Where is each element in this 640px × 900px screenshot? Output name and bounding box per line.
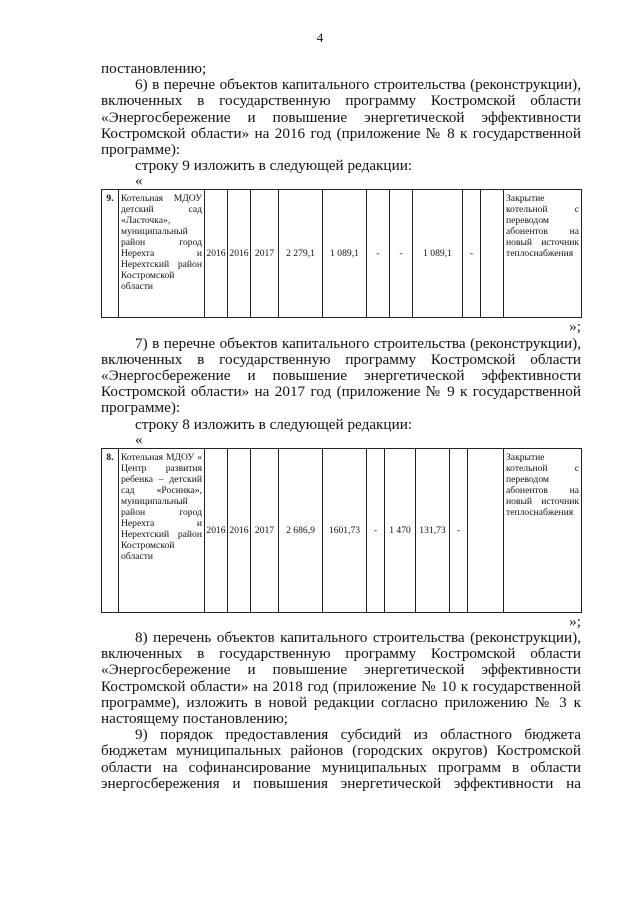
item-7-table — [101, 448, 582, 613]
item-7-open-quote: « — [135, 430, 143, 448]
item-6-open-quote: « — [135, 172, 143, 190]
item-6-close-quote: »; — [569, 318, 581, 336]
item-6-instruction: строку 9 изложить в следующей редакции: — [135, 157, 413, 175]
start-year: 2016 — [205, 448, 228, 612]
funding-local: 1 089,1 — [413, 190, 463, 318]
expected-result: Закрытие котельной с переводом абонентов на новый источник теплоснабжения — [504, 448, 582, 612]
start-year: 2016 — [205, 190, 228, 318]
item-7-close-quote: »; — [569, 612, 581, 630]
funding-other: - — [463, 190, 481, 318]
item-9-paragraph: 9) порядок предоставления субсидий из областного бюджета бюджетам муниципальных районов (городских округов) Костромской области на софинансирование муниципальных программ в области энергосбережения и повышения энергетической эффективности на — [101, 726, 581, 792]
funding-other: - — [450, 448, 468, 612]
row-number: 9. — [102, 190, 119, 318]
row-number: 8. — [102, 448, 119, 612]
expected-result: Закрытие котельной с переводом абонентов на новый источник теплоснабжения — [504, 190, 582, 318]
item-6-table — [101, 189, 582, 318]
total-cost: 2 279,1 — [279, 190, 323, 318]
item-7-instruction: строку 8 изложить в следующей редакции: — [135, 415, 413, 433]
end-year: 2017 — [251, 190, 279, 318]
object-name: Котельная МДОУ детский сад «Ласточка», муниципальный район город Нерехта и Нерехтский район Костромской области — [119, 190, 205, 318]
page-number: 4 — [316, 30, 324, 45]
item-7-paragraph: 7) в перечне объектов капитального строительства (реконструкции), включенных в государственную программу Костромской области «Энергосбережение и повышение энергетической эффективности Костромской области» на 2017 год (приложение № 9 к государственной программе): — [101, 334, 581, 417]
funding-regional: 1 470 — [385, 448, 416, 612]
empty-cell — [468, 448, 504, 612]
funding-federal: - — [367, 448, 385, 612]
item-6-paragraph: 6) в перечне объектов капитального строительства (реконструкции), включенных в государственную программу Костромской области «Энергосбережение и повышение энергетической эффективности Костромской области» на 2016 год (приложение № 8 к государственной программе): — [101, 76, 581, 159]
funding-total: 1 089,1 — [323, 190, 367, 318]
table-row — [102, 448, 582, 612]
funding-total: 1601,73 — [323, 448, 367, 612]
funding-local: 131,73 — [416, 448, 450, 612]
table-row — [102, 190, 582, 318]
object-name: Котельная МДОУ « Центр развития ребенка – детский сад «Росинка», муниципальный район город Нерехта и Нерехтский район Костромской области — [119, 448, 205, 612]
end-year: 2017 — [251, 448, 279, 612]
funding-federal: - — [367, 190, 390, 318]
text-block — [101, 61, 581, 792]
funding-regional: - — [390, 190, 413, 318]
design-year: 2016 — [228, 190, 251, 318]
total-cost: 2 686,9 — [279, 448, 323, 612]
item-8-paragraph: 8) перечень объектов капитального строительства (реконструкции), включенных в государственную программу Костромской области «Энергосбережение и повышение энергетической эффективности Костромской области» на 2018 год (приложение № 10 к государственной программе), изложить в новой редакции согласно приложению № 3 к настоящему постановлению; — [101, 629, 581, 728]
intro-line: постановлению; — [101, 60, 207, 77]
design-year: 2016 — [228, 448, 251, 612]
empty-cell — [481, 190, 504, 318]
